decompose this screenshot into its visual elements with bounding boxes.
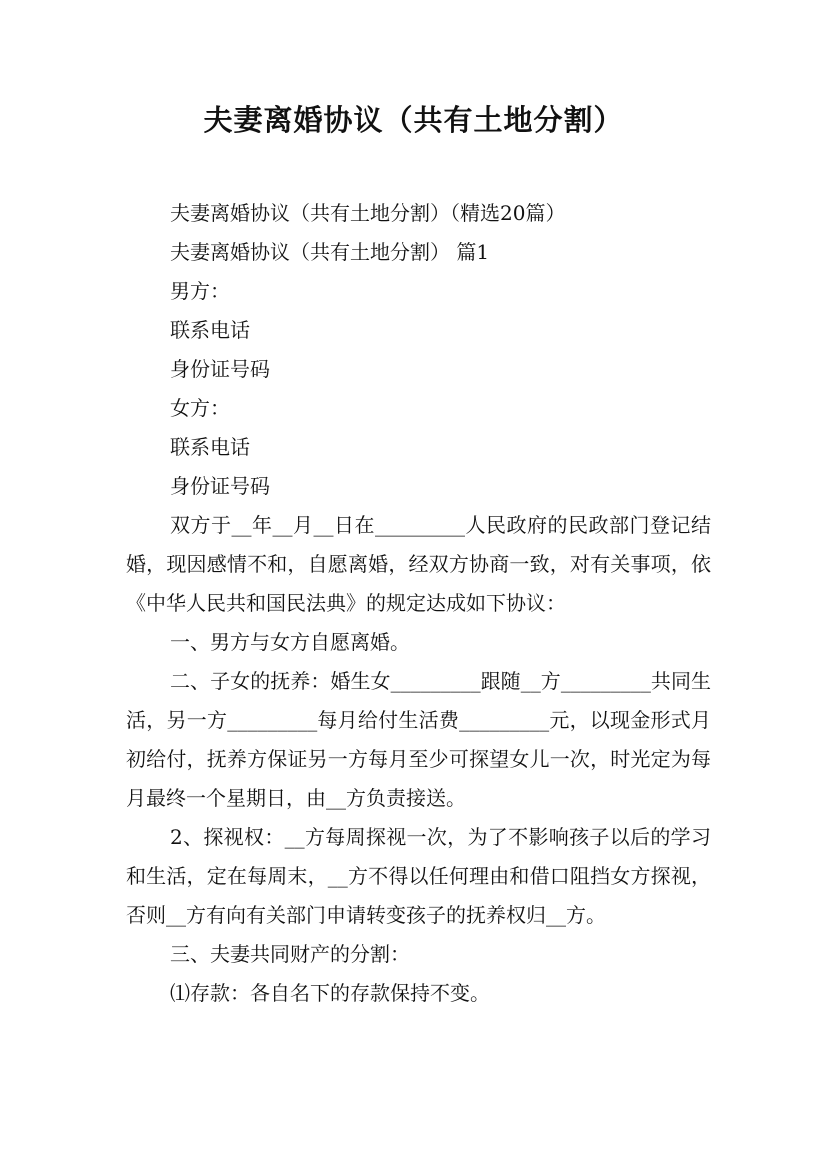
man-phone-label: 联系电话	[170, 318, 250, 342]
clause-3-paragraph: 三、夫妻共同财产的分割：	[170, 942, 410, 966]
man-label: 男方：	[170, 279, 230, 303]
subtitle-line: 夫妻离婚协议（共有土地分割）（精选20篇）	[170, 201, 566, 225]
document-body	[126, 194, 711, 1013]
woman-label: 女方：	[170, 396, 230, 420]
section-heading: 夫妻离婚协议（共有土地分割） 篇1	[170, 240, 490, 264]
woman-phone-label: 联系电话	[170, 435, 250, 459]
document-title: 夫妻离婚协议（共有土地分割）	[203, 103, 624, 137]
man-id-label: 身份证号码	[170, 357, 270, 381]
woman-id-label: 身份证号码	[170, 474, 270, 498]
clause-2-visitation-paragraph: 2、探视权：__方每周探视一次，为了不影响孩子以后的学习和生活，定在每周末，__方不得以任何理由和借口阻挡女方探视，否则__方有向有关部门申请转变孩子的抚养权归__方。	[126, 825, 711, 927]
clause-1-paragraph: 一、男方与女方自愿离婚。	[170, 630, 410, 654]
clause-2-paragraph: 二、子女的抚养：婚生女_________跟随__方_________共同生活，另一方_________每月给付生活费_________元，以现金形式月初给付，抚养方保证另一方每月至少可探望女儿一次，时光定为每月最终一个星期日，由__方负责接送。	[126, 669, 711, 810]
clause-3-1-paragraph: ⑴存款：各自名下的存款保持不变。	[170, 981, 490, 1005]
marriage-registration-paragraph: 双方于__年__月__日在_________人民政府的民政部门登记结婚，现因感情不和，自愿离婚，经双方协商一致，对有关事项，依《中华人民共和国民法典》的规定达成如下协议：	[126, 513, 711, 615]
